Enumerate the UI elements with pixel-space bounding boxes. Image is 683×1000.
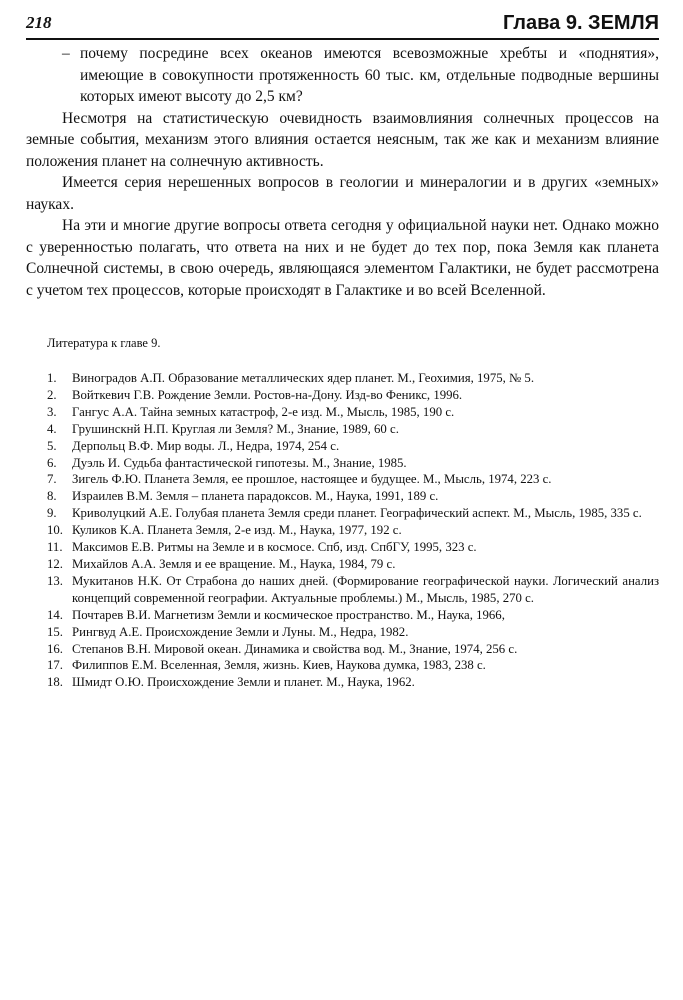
- reference-number: 13.: [47, 573, 63, 588]
- literature-heading: Литература к главе 9.: [47, 336, 161, 350]
- reference-text: Дуэль И. Судьба фантастической гипотезы. М., Знание, 1985.: [72, 455, 407, 470]
- reference-text: Гангус А.А. Тайна земных катастроф, 2-е изд. М., Мысль, 1985, 190 с.: [72, 404, 455, 419]
- reference-text: Куликов К.А. Планета Земля, 2-е изд. М., Наука, 1977, 192 с.: [72, 523, 402, 538]
- reference-list: [47, 370, 659, 691]
- reference-item: [47, 505, 659, 522]
- reference-item: [47, 404, 659, 421]
- reference-text: Виноградов А.П. Образование металлических ядер планет. М., Геохимия, 1975, № 5.: [72, 371, 535, 385]
- reference-item: [47, 471, 659, 488]
- page-number: 218: [26, 13, 52, 32]
- reference-number: 1.: [47, 371, 57, 385]
- reference-text: Степанов В.Н. Мировой океан. Динамика и свойства вод. М., Знание, 1974, 256 с.: [72, 641, 518, 656]
- reference-item: [47, 387, 659, 404]
- reference-text: Мукитанов Н.К. От Страбона до наших дней. (Формирование географической науки. Логический анализ концепций современной географии. Актуальные проблемы.) М., Мысль, 1985, 270 с.: [72, 573, 659, 605]
- reference-text: Почтарев В.И. Магнетизм Земли и космическое пространство. М., Наука, 1966,: [72, 607, 505, 622]
- reference-number: 15.: [47, 624, 63, 639]
- reference-number: 14.: [47, 607, 63, 622]
- reference-text: Максимов Е.В. Ритмы на Земле и в космосе. Спб, изд. СпбГУ, 1995, 323 с.: [72, 540, 477, 555]
- reference-item: [47, 421, 659, 438]
- reference-item: [47, 455, 659, 472]
- reference-number: 3.: [47, 404, 57, 419]
- paragraph: На эти и многие другие вопросы ответа сегодня у официальной науки нет. Однако можно с уверенностью полагать, что ответа на них и не будет до тех пор, пока Земля как планета Солнечной системы, в свою очередь, являющаяся элементом Галактики, не будет рассмотрена с учетом тех процессов, которые происходят в Галактике и во всей Вселенной.: [26, 217, 659, 299]
- dash-list-item: [26, 43, 659, 108]
- reference-item: [47, 657, 659, 674]
- reference-item: [47, 539, 659, 556]
- reference-text: Израилев В.М. Земля – планета парадоксов. М., Наука, 1991, 189 с.: [72, 489, 439, 504]
- reference-number: 16.: [47, 641, 63, 656]
- reference-number: 11.: [47, 540, 63, 555]
- reference-number: 9.: [47, 506, 57, 521]
- dash-mark: –: [62, 45, 70, 62]
- reference-item: [47, 438, 659, 455]
- reference-text: Грушинскнй Н.П. Круглая ли Земля? М., Знание, 1989, 60 с.: [72, 421, 399, 436]
- reference-item: [47, 522, 659, 539]
- reference-number: 10.: [47, 523, 63, 538]
- reference-item: [47, 641, 659, 658]
- reference-number: 4.: [47, 421, 57, 436]
- reference-number: 6.: [47, 455, 57, 470]
- reference-item: [47, 370, 659, 387]
- chapter-title: Глава 9. ЗЕМЛЯ: [502, 12, 659, 34]
- reference-number: 8.: [47, 489, 57, 504]
- reference-text: Войткевич Г.В. Рождение Земли. Ростов-на-Дону. Изд-во Феникс, 1996.: [72, 387, 463, 402]
- reference-text: Зигель Ф.Ю. Планета Земля, ее прошлое, настоящее и будущее. М., Мысль, 1974, 223 с.: [72, 472, 552, 487]
- reference-item: [47, 607, 659, 624]
- reference-number: 12.: [47, 556, 63, 571]
- reference-text: Дерпольц В.Ф. Мир воды. Л., Недра, 1974, 254 с.: [72, 438, 340, 453]
- reference-item: [47, 488, 659, 505]
- reference-number: 5.: [47, 438, 57, 453]
- reference-number: 17.: [47, 658, 63, 673]
- body-text: [26, 43, 659, 301]
- reference-text: Михайлов А.А. Земля и ее вращение. М., Наука, 1984, 79 с.: [72, 556, 396, 571]
- reference-item: [47, 624, 659, 641]
- reference-number: 7.: [47, 472, 57, 487]
- reference-number: 18.: [47, 675, 63, 690]
- reference-item: [47, 674, 659, 691]
- paragraph: Несмотря на статистическую очевидность взаимовлияния солнечных процессов на земные события, механизм этого влияния остается неясным, так же как и механизм влияние положения планет на солнечную активность.: [26, 109, 659, 170]
- dash-item-text: почему посредине всех океанов имеются всевозможные хребты и «поднятия», имеющие в совокупности протяженность 60 тыс. км, отдельные подводные вершины которых имеют высоту до 2,5 км?: [80, 45, 659, 105]
- paragraph: Имеется серия нерешенных вопросов в геологии и минералогии и в других «земных» науках.: [26, 174, 659, 213]
- reference-text: Криволуцкий А.Е. Голубая планета Земля среди планет. Географический аспект. М., Мысль, 1985, 335 с.: [72, 506, 642, 521]
- reference-text: Рингвуд А.Е. Происхождение Земли и Луны. М., Недра, 1982.: [72, 624, 409, 639]
- page-header: [26, 12, 659, 40]
- reference-number: 2.: [47, 387, 57, 402]
- reference-text: Шмидт О.Ю. Происхождение Земли и планет. М., Наука, 1962.: [72, 675, 415, 690]
- reference-item: [47, 556, 659, 573]
- reference-text: Филиппов Е.М. Вселенная, Земля, жизнь. Киев, Наукова думка, 1983, 238 с.: [72, 658, 486, 673]
- reference-item: [47, 573, 659, 607]
